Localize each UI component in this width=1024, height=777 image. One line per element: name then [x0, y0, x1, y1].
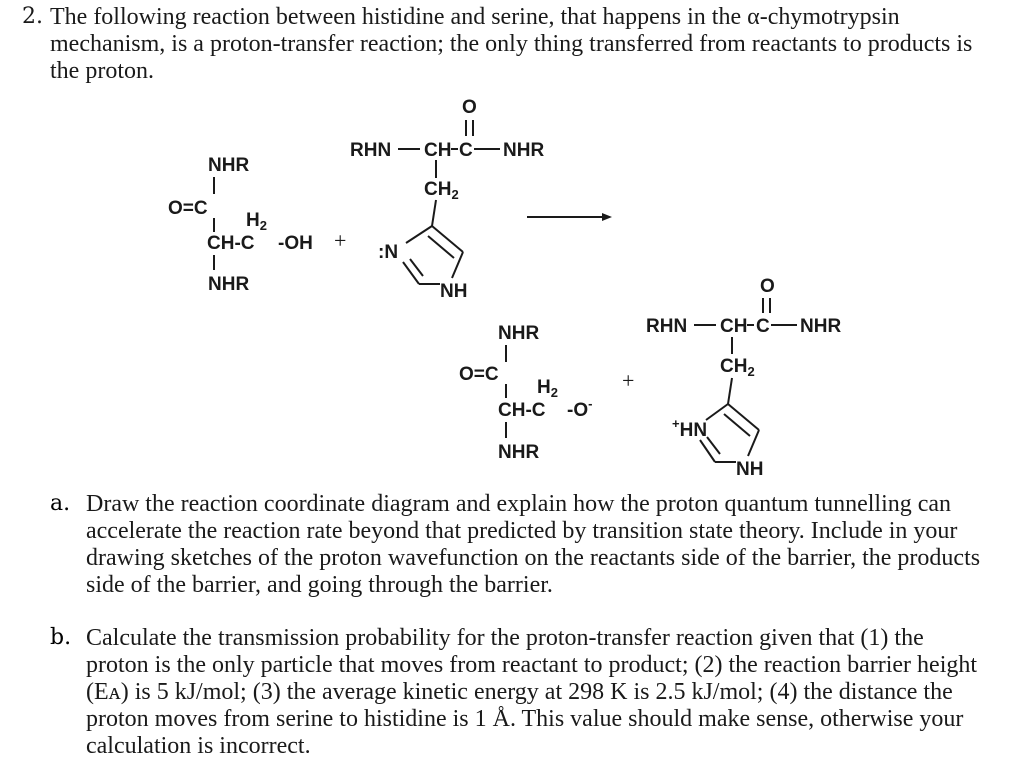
serine-reactant — [168, 155, 313, 295]
product-serine-h2: $H_2$ — [537, 377, 558, 400]
arrow-head — [602, 213, 612, 221]
product-histidine-hn: +HN — [672, 416, 708, 441]
product-bond-ch2-ring — [728, 378, 732, 404]
serine-top-nhr: NHR — [208, 155, 250, 176]
histidine-ch: CH — [424, 140, 452, 161]
product-histidine-ch: CH — [720, 316, 748, 337]
product-serine-carbonyl: O=C — [459, 364, 499, 385]
histidine-c: C — [459, 140, 473, 161]
plus-sign-products: + — [622, 368, 635, 393]
product-serine-bottom-nhr: NHR — [498, 442, 540, 463]
ring-bond-5 — [406, 226, 432, 243]
product-histidine-nh: NH — [736, 459, 764, 480]
serine-product — [459, 323, 592, 463]
ring-bond-4 — [403, 262, 419, 284]
product-ring-bond-1 — [728, 404, 759, 430]
serine-chain: CH-C — [207, 233, 255, 254]
product-serine-top-nhr: NHR — [498, 323, 540, 344]
histidine-ch2: $CH_2$ — [424, 179, 459, 202]
product-ring-bond-5 — [706, 404, 728, 420]
product-histidine-nhr: NHR — [800, 316, 842, 337]
product-histidine-ch2: $CH_2$ — [720, 356, 755, 379]
serine-bottom-nhr: NHR — [208, 274, 250, 295]
histidine-rhn: RHN — [350, 140, 392, 161]
ring-bond-1-inner — [428, 236, 454, 258]
question-number: 2. — [22, 4, 43, 29]
part-b-label: b. — [50, 625, 72, 650]
serine-h2: $H_2$ — [246, 210, 267, 233]
ring-bond-1 — [432, 226, 463, 252]
product-histidine-c: C — [756, 316, 770, 337]
bond-ch2-ring — [432, 200, 436, 226]
histidine-oxygen: O — [462, 97, 477, 118]
question-intro: The following reaction between histidine and serine, that happens in the α-chymotrypsin mechanism, is a proton-transfer reaction; the only thing transferred from reactants to products is the proton. — [50, 4, 973, 84]
histidine-reactant — [350, 97, 544, 302]
product-histidine-oxygen: O — [760, 276, 775, 297]
serine-hydroxyl: -OH — [278, 233, 313, 254]
product-histidine-rhn: RHN — [646, 316, 688, 337]
part-a-text: Draw the reaction coordinate diagram and explain how the proton quantum tunnelling can accelerate the reaction rate beyond that predicted by transition state theory. Include in your drawing sketches of the proton wavefunction on the reactants side of the barrier, the products side of the barrier, and going through the barrier. — [86, 491, 981, 598]
ring-bond-2 — [452, 252, 463, 278]
product-ring-bond-1-inner — [724, 414, 750, 436]
part-b-text: Calculate the transmission probability for the proton-transfer reaction given that (1) the proton is the only particle that moves from reactant to product; (2) the reaction barrier height (Eᴀ) is 5 kJ/mol; (3) the average kinetic energy at 298 K is 2.5 kJ/mol; (4) the distance the proton moves from serine to histidine is 1 Å. This value should make sense, otherwise your calculation is incorrect. — [86, 625, 978, 759]
product-serine-alkoxide: -O- — [567, 396, 593, 421]
histidine-product — [646, 276, 841, 480]
part-a-label: a. — [50, 491, 71, 516]
plus-sign-reactants: + — [334, 228, 347, 253]
product-ring-bond-2 — [748, 430, 759, 456]
reaction-arrow — [527, 213, 612, 221]
histidine-nh: NH — [440, 281, 468, 302]
histidine-nhr: NHR — [503, 140, 545, 161]
product-serine-chain: CH-C — [498, 400, 546, 421]
serine-carbonyl: O=C — [168, 198, 208, 219]
histidine-lone-pair-n: :N — [378, 242, 399, 263]
